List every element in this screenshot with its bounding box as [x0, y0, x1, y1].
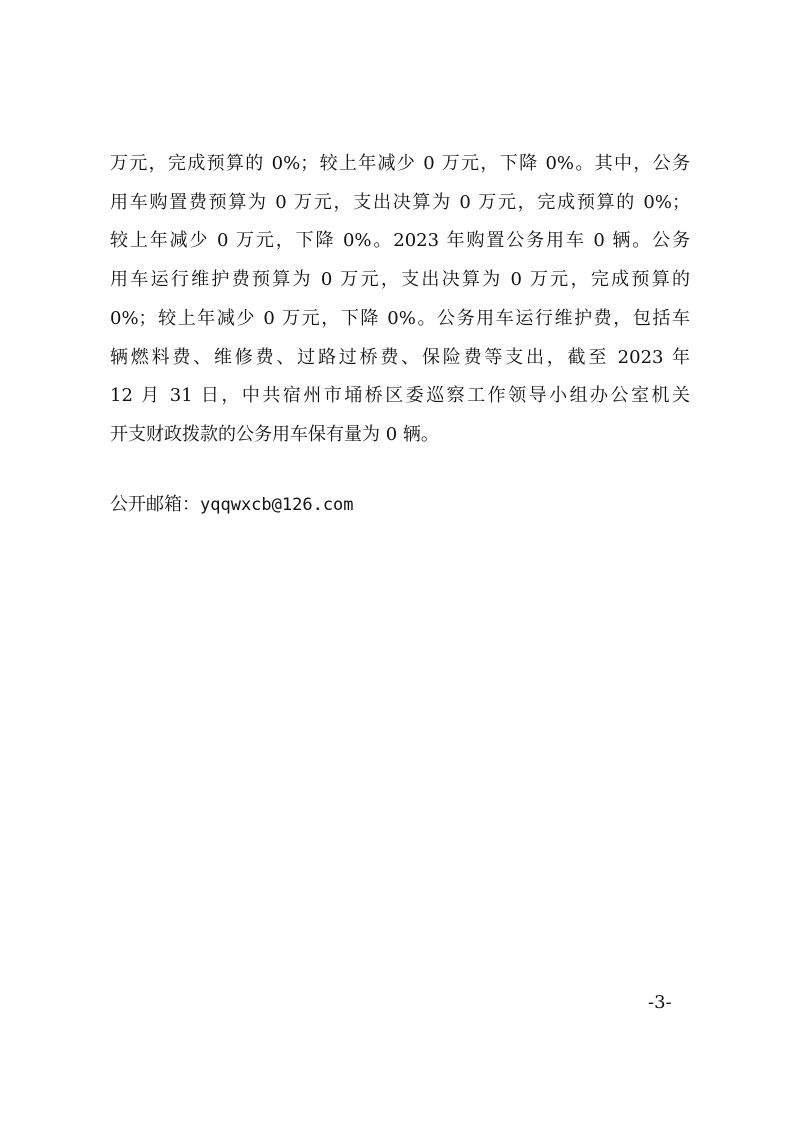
email-address: yqqwxcb@126.com — [200, 495, 354, 515]
body-paragraph — [110, 145, 690, 455]
paragraph-line: 12 月 31 日，中共宿州市埇桥区委巡察工作领导小组办公室机关 — [110, 385, 690, 407]
paragraph-line: 辆燃料费、维修费、过路过桥费、保险费等支出，截至 2023 年 — [110, 346, 690, 368]
paragraph-line: 万元，完成预算的 0%；较上年减少 0 万元，下降 0%。其中，公务 — [110, 153, 690, 174]
page-number: -3- — [648, 992, 672, 1013]
paragraph-line: 用车购置费预算为 0 万元，支出决算为 0 万元，完成预算的 0%； — [110, 191, 690, 213]
paragraph-line: 0%；较上年减少 0 万元，下降 0%。公务用车运行维护费，包括车 — [110, 307, 690, 329]
paragraph-line: 开支财政拨款的公务用车保有量为 0 辆。 — [110, 423, 439, 445]
paragraph-line: 较上年减少 0 万元，下降 0%。2023 年购置公务用车 0 辆。公务 — [110, 230, 690, 252]
public-email-line — [110, 486, 354, 524]
paragraph-line: 用车运行维护费预算为 0 万元，支出决算为 0 万元，完成预算的 — [110, 269, 690, 291]
email-label: 公开邮箱： — [110, 494, 200, 515]
